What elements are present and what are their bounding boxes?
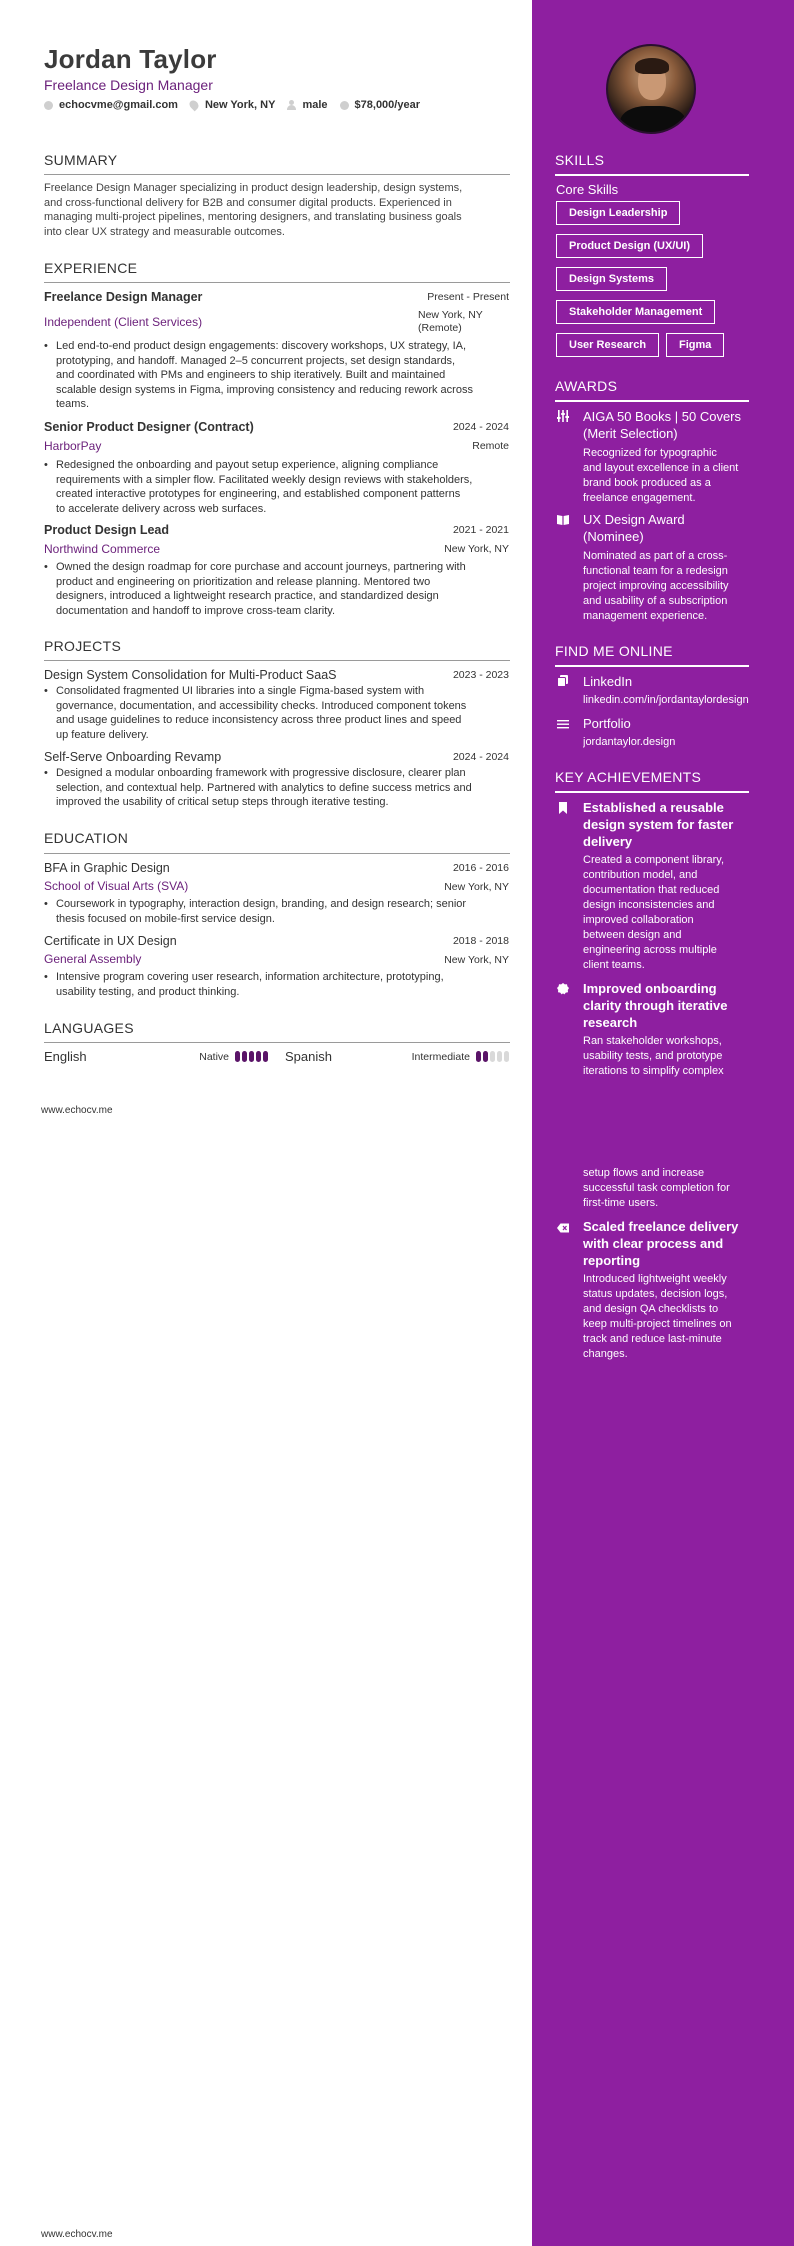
- award-line: Recognized for typographic: [583, 447, 717, 459]
- avatar-body: [620, 106, 686, 134]
- backspace-icon: [557, 1222, 569, 1234]
- awards-title: AWARDS: [555, 378, 618, 394]
- job-title: Freelance Design Manager: [44, 290, 203, 304]
- salary-item: [340, 99, 420, 111]
- award-line: and usability of a subscription: [583, 595, 728, 607]
- bullet-line: governance, documentation, and accessibility checks. Introduced component tokens: [56, 699, 467, 712]
- experience-title: EXPERIENCE: [44, 260, 138, 276]
- bullet-line: teams.: [56, 398, 90, 410]
- project-date: 2023 - 2023: [452, 669, 509, 681]
- job-company: HarborPay: [44, 439, 102, 453]
- bullet-line: designers, introduced a lightweight research practice, and standardized design: [56, 590, 439, 602]
- award-line: functional team for a redesign: [583, 565, 728, 577]
- achievement-title-line: clarity through iterative: [583, 998, 728, 1013]
- gender-text: male: [302, 99, 328, 111]
- achievement-title-line: Improved onboarding: [583, 981, 717, 996]
- achievement-line: changes.: [583, 1348, 628, 1360]
- education-divider: [44, 853, 510, 854]
- achievement-title-line: delivery: [583, 834, 633, 849]
- award-line: brand book produced as a: [583, 477, 711, 489]
- summary-divider: [44, 174, 510, 175]
- language-meter: [235, 1051, 270, 1062]
- job-location: [418, 309, 518, 335]
- book-icon: [557, 514, 569, 526]
- location-item: [190, 99, 276, 111]
- award-line: project improving accessibility: [583, 580, 729, 592]
- bullet-line: • Redesigned the onboarding and payout setup experience, aligning compliance: [56, 459, 439, 471]
- language-name: English: [44, 1049, 87, 1064]
- award-title-line: UX Design Award: [583, 512, 685, 527]
- candidate-role: Freelance Design Manager: [44, 77, 213, 93]
- skills-divider: [555, 174, 749, 176]
- education-date: 2016 - 2016: [452, 862, 509, 874]
- awards-divider: [555, 400, 749, 402]
- achievement-title-line: Scaled freelance delivery: [583, 1219, 739, 1234]
- email-text: echocvme@gmail.com: [59, 99, 178, 111]
- summary-text: [44, 181, 514, 239]
- candidate-name: Jordan Taylor: [44, 44, 217, 74]
- skills-subtitle: Core Skills: [556, 182, 619, 197]
- achievement-line: usability tests, and prototype: [583, 1050, 723, 1062]
- skill-tag: Design Systems: [556, 267, 667, 291]
- bullet-line: up feature delivery.: [56, 728, 149, 741]
- education-bullet: [44, 897, 514, 926]
- achievement-line: and design QA checklists to: [583, 1303, 719, 1315]
- job-title: Product Design Lead: [44, 523, 170, 537]
- bullet-line: to accelerate delivery across web surfaces.: [56, 502, 267, 515]
- language-level: Native: [199, 1050, 229, 1063]
- online-divider: [555, 665, 749, 667]
- achievement-title-line: research: [583, 1015, 638, 1030]
- job-date: 2024 - 2024: [452, 421, 509, 433]
- award-line: and layout excellence in a client: [583, 462, 739, 474]
- achievement-line: successful task completion for: [583, 1182, 730, 1194]
- achievement-line: engineering across multiple: [583, 944, 717, 956]
- meter-dot: [490, 1051, 495, 1062]
- avatar: [606, 44, 696, 134]
- projects-divider: [44, 660, 510, 661]
- achievements-title: KEY ACHIEVEMENTS: [555, 769, 702, 785]
- education-bullet: [44, 970, 514, 999]
- linkedin-url[interactable]: linkedin.com/in/jordantaylordesign: [583, 694, 749, 706]
- achievement-line: first-time users.: [583, 1197, 659, 1209]
- job-bullet: [44, 458, 514, 516]
- project-date: 2024 - 2024: [452, 751, 509, 763]
- education-location: New York, NY: [444, 881, 509, 893]
- project-title: Self-Serve Onboarding Revamp: [44, 750, 222, 764]
- achievement-line: keep multi-project timelines on: [583, 1318, 732, 1330]
- language-meter: [476, 1051, 511, 1062]
- job-title: Senior Product Designer (Contract): [44, 420, 254, 434]
- meter-dot: [497, 1051, 502, 1062]
- bookmark-icon: [557, 802, 569, 814]
- menu-icon: [557, 718, 569, 730]
- language-level-group: [199, 1051, 270, 1063]
- meter-dot: [235, 1051, 240, 1062]
- bullet-line: documentation and handoff to improve cross-team clarity.: [56, 604, 336, 617]
- summary-title: SUMMARY: [44, 152, 118, 168]
- job-location-line: Remote: [472, 440, 509, 452]
- footer-link[interactable]: www.echocv.me: [41, 1105, 113, 1116]
- portfolio-url[interactable]: jordantaylor.design: [583, 736, 676, 748]
- bullet-line: • Intensive program covering user research, information architecture, prototyping,: [56, 971, 444, 983]
- achievements-divider: [555, 791, 749, 793]
- job-bullet: [44, 560, 514, 618]
- achievement-title: [583, 799, 733, 850]
- achievement-description: [583, 1034, 724, 1079]
- badge-icon: [557, 983, 569, 995]
- bullet-line: • Consolidated fragmented UI libraries into a single Figma-based system with: [56, 685, 425, 697]
- linkedin-label: LinkedIn: [583, 674, 633, 689]
- project-bullet: [44, 684, 514, 742]
- skill-tag: Product Design (UX/UI): [556, 234, 703, 258]
- job-company: Northwind Commerce: [44, 542, 161, 556]
- achievement-title: [583, 1218, 738, 1269]
- email-item[interactable]: [44, 99, 178, 111]
- achievement-line: documentation that reduced: [583, 884, 720, 896]
- job-date: Present - Present: [427, 291, 509, 303]
- online-title: FIND ME ONLINE: [555, 643, 673, 659]
- location-pin-icon: [188, 99, 201, 112]
- language-spanish: [285, 1049, 511, 1064]
- language-level-group: [412, 1051, 511, 1063]
- skills-title: SKILLS: [555, 152, 605, 168]
- meter-dot: [504, 1051, 509, 1062]
- job-location-line: New York, NY: [444, 543, 509, 555]
- education-degree: BFA in Graphic Design: [44, 861, 170, 875]
- achievement-title-line: with clear process and: [583, 1236, 724, 1251]
- achievement-title-line: reporting: [583, 1253, 641, 1268]
- job-location: [380, 440, 509, 453]
- portfolio-label: Portfolio: [583, 716, 631, 731]
- bullet-line: selection, and contextual help. Partnered with analytics to define success metrics and: [56, 781, 472, 794]
- achievement-line: Created a component library,: [583, 854, 725, 866]
- linkedin-icon: [557, 675, 569, 687]
- award-line: freelance engagement.: [583, 492, 696, 504]
- achievement-line: status updates, decision logs,: [583, 1288, 728, 1300]
- education-school: School of Visual Arts (SVA): [44, 879, 189, 893]
- meter-dot: [483, 1051, 488, 1062]
- experience-divider: [44, 282, 510, 283]
- award-description: [583, 549, 729, 624]
- achievement-description: [583, 1272, 732, 1362]
- gender-item: [287, 99, 327, 111]
- award-title-line: AIGA 50 Books | 50 Covers: [583, 409, 742, 424]
- summary-line: into clear UX strategy and measurable outcomes.: [44, 225, 285, 238]
- language-name: Spanish: [285, 1049, 332, 1064]
- location-text: New York, NY: [204, 99, 276, 111]
- education-title: EDUCATION: [44, 830, 129, 846]
- skill-tag: Design Leadership: [556, 201, 680, 225]
- meter-dot: [476, 1051, 481, 1062]
- achievement-line: iterations to simplify complex: [583, 1065, 724, 1077]
- achievement-line: Ran stakeholder workshops,: [583, 1035, 722, 1047]
- bullet-line: • Owned the design roadmap for core purchase and account journeys, partnering with: [56, 561, 466, 573]
- achievement-line: client teams.: [583, 959, 645, 971]
- bullet-line: usability testing, and product thinking.: [56, 985, 240, 998]
- achievement-line: improved collaboration: [583, 914, 694, 926]
- bullet-line: • Coursework in typography, interaction design, branding, and design research; senior: [56, 898, 467, 910]
- sliders-icon: [557, 410, 569, 422]
- award-line: management experience.: [583, 610, 708, 622]
- bullet-line: and usage guidelines to reduce inconsistency across three product lines and speed: [56, 714, 462, 726]
- language-level: Intermediate: [411, 1050, 470, 1063]
- job-location-line: (Remote): [418, 322, 462, 334]
- skill-tag: User Research: [556, 333, 659, 357]
- award-title-line: (Merit Selection): [583, 426, 678, 441]
- languages-divider: [44, 1042, 510, 1043]
- meter-dot: [249, 1051, 254, 1062]
- achievement-line: Introduced lightweight weekly: [583, 1273, 727, 1285]
- summary-line: Freelance Design Manager specializing in product design leadership, design systems,: [44, 182, 463, 194]
- bullet-line: improved the usability of critical setup steps through iterative testing.: [56, 796, 389, 808]
- salary-text: $78,000/year: [354, 99, 420, 111]
- project-title: Design System Consolidation for Multi-Product SaaS: [44, 668, 337, 682]
- achievement-title-line: Established a reusable: [583, 800, 724, 815]
- summary-line: managing multi-project pipelines, mentoring designers, and translating business goals: [44, 211, 462, 223]
- achievement-title-line: design system for faster: [583, 817, 734, 832]
- contact-row: [44, 99, 432, 111]
- job-company: Independent (Client Services): [44, 315, 203, 329]
- bullet-line: scalable design systems in Figma, improving consistency and reducing rework across: [56, 383, 473, 396]
- education-degree: Certificate in UX Design: [44, 934, 177, 948]
- language-english: [44, 1049, 270, 1064]
- bullet-line: • Led end-to-end product design engagements: discovery workshops, UX strategy, IA,: [56, 340, 467, 352]
- job-bullet: [44, 339, 514, 412]
- meter-dot: [263, 1051, 268, 1062]
- achievement-line: contribution model, and: [583, 869, 698, 881]
- projects-title: PROJECTS: [44, 638, 122, 654]
- bullet-line: created interactive prototypes for engineering, and established component patterns: [56, 488, 461, 500]
- achievement-line: setup flows and increase: [583, 1167, 705, 1179]
- bullet-line: thesis focused on mobile-first service design.: [56, 912, 275, 925]
- bullet-line: product and engineering on prioritization and release planning. Mentored two: [56, 575, 431, 588]
- email-icon: [44, 101, 53, 110]
- bullet-line: • Designed a modular onboarding framework with progressive disclosure, clearer plan: [56, 767, 466, 779]
- award-line: Nominated as part of a cross-: [583, 550, 728, 562]
- achievement-title: [583, 980, 727, 1031]
- achievement-description-continued: [583, 1166, 730, 1211]
- education-date: 2018 - 2018: [452, 935, 509, 947]
- education-location: New York, NY: [444, 954, 509, 966]
- footer-link[interactable]: www.echocv.me: [41, 2229, 113, 2240]
- bullet-line: and coordinated with PMs and engineers to ship iteratively. Built and maintained: [56, 369, 446, 381]
- meter-dot: [256, 1051, 261, 1062]
- summary-line: and cross-functional delivery for B2B and consumer digital products. Experienced in: [44, 196, 452, 209]
- achievement-line: track and reduce last-minute: [583, 1333, 722, 1345]
- skill-tag: Stakeholder Management: [556, 300, 715, 324]
- avatar-hair: [635, 58, 669, 74]
- award-description: [583, 446, 738, 506]
- person-icon: [287, 100, 296, 110]
- job-location-line: New York, NY: [418, 309, 483, 321]
- bullet-line: prototyping, and handoff. Managed 2–5 concurrent projects, set design standards,: [56, 354, 456, 367]
- education-school: General Assembly: [44, 952, 142, 966]
- achievement-description: [583, 853, 724, 973]
- award-title-line: (Nominee): [583, 529, 644, 544]
- job-date: 2021 - 2021: [452, 524, 509, 536]
- achievement-line: between design and: [583, 929, 682, 941]
- project-bullet: [44, 766, 514, 810]
- job-location: [380, 543, 509, 556]
- languages-title: LANGUAGES: [44, 1020, 134, 1036]
- award-title: [583, 408, 741, 442]
- skill-tag: Figma: [666, 333, 724, 357]
- bullet-line: requirements with a simpler flow. Facilitated weekly design reviews with stakeholders,: [56, 473, 473, 486]
- meter-dot: [242, 1051, 247, 1062]
- achievement-line: design inconsistencies and: [583, 899, 715, 911]
- award-title: [583, 511, 685, 545]
- salary-icon: [340, 101, 349, 110]
